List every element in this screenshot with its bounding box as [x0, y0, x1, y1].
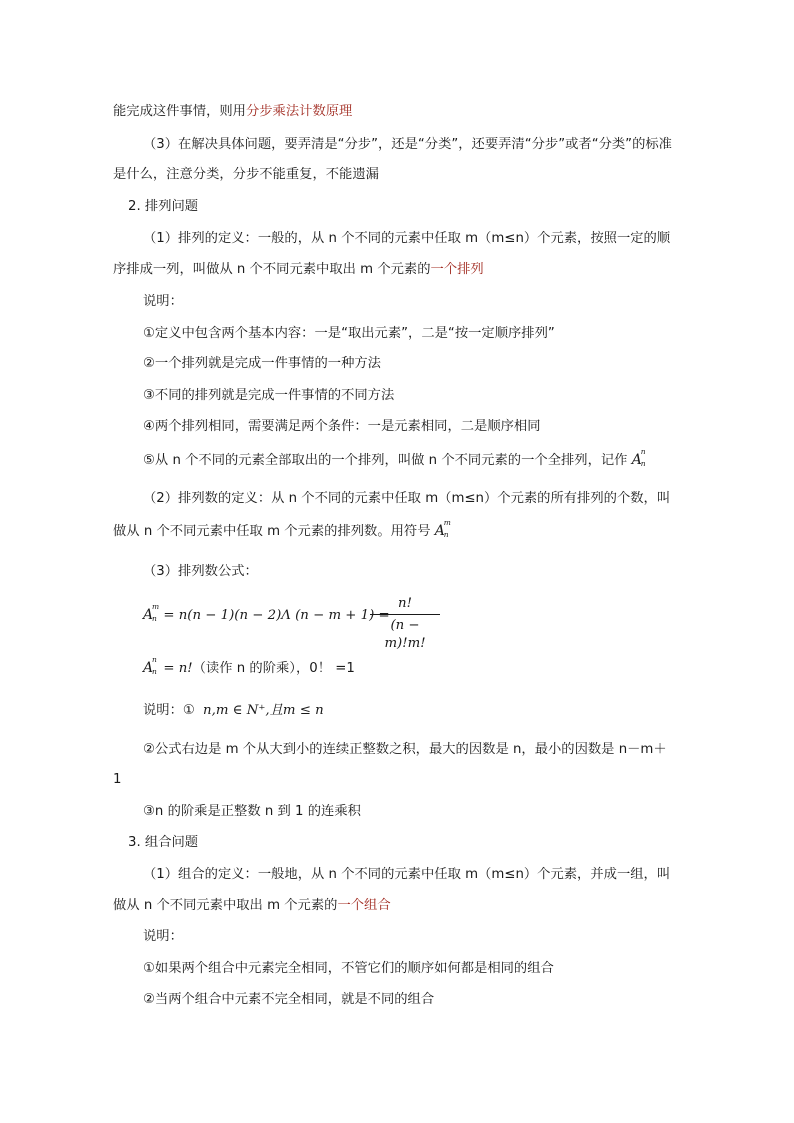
full-permutation-formula [143, 655, 355, 678]
emphasis-term: 分步乘法计数原理 [245, 104, 353, 119]
condition-expression: n,m ∈ N⁺,且m ≤ n [203, 703, 324, 718]
permutation-formula [143, 602, 390, 625]
text-line: （3）排列数公式： [143, 564, 258, 579]
text-line: ②当两个组合中元素不完全相同，就是不同的组合 [143, 992, 435, 1007]
permutation-symbol: A n n [631, 447, 646, 468]
text-line: （1）排列的定义：一般的，从 n 个不同的元素中任取 m（m≤n）个元素，按照一定的顺 [143, 231, 671, 246]
text-span: 能完成这件事情，则用 [113, 104, 246, 119]
text-line: ③n 的阶乘是正整数 n 到 1 的连乘积 [143, 804, 361, 819]
text-line [113, 103, 352, 121]
text-line [113, 261, 484, 279]
text-line: （1）组合的定义：一般地，从 n 个不同的元素中任取 m（m≤n）个元素，并成一组，叫 [143, 867, 671, 882]
text-line: 是什么，注意分类，分步不能重复，不能遗漏 [113, 167, 379, 182]
text-line: （2）排列数的定义：从 n 个不同的元素中任取 m（m≤n）个元素的所有排列的个数，叫 [143, 491, 671, 506]
text-line: （3）在解决具体问题，要弄清是“分步”，还是“分类”，还要弄清“分步”或者“分类”的标准 [143, 137, 672, 152]
section-heading: 3. 组合问题 [128, 835, 199, 850]
text-line [143, 702, 324, 720]
text-line [113, 518, 451, 541]
text-line: ③不同的排列就是完成一件事情的不同方法 [143, 388, 395, 403]
emphasis-term: 一个组合 [337, 898, 391, 913]
text-span: 做从 n 个不同元素中取出 m 个元素的 [113, 898, 338, 913]
text-line: 1 [113, 772, 122, 787]
permutation-symbol: A n n [143, 655, 157, 676]
permutation-symbol: A m n [434, 518, 451, 539]
text-span: 做从 n 个不同元素中任取 m 个元素的排列数。用符号 [113, 524, 431, 539]
text-span: （读作 n 的阶乘），0！ =1 [192, 661, 355, 676]
section-heading: 2. 排列问题 [128, 199, 199, 214]
text-line: ②一个排列就是完成一件事情的一种方法 [143, 356, 381, 371]
text-span: 序排成一列，叫做从 n 个不同元素中取出 m 个元素的 [113, 262, 431, 277]
fraction-denominator: (n − m)!m! [384, 618, 426, 651]
factorial-fraction [370, 595, 440, 651]
permutation-symbol: A m n [143, 602, 160, 623]
formula-rhs: = n(n − 1)(n − 2)Λ (n − m + 1) = [163, 608, 390, 623]
text-line: ①如果两个组合中元素完全相同，不管它们的顺序如何都是相同的组合 [143, 961, 554, 976]
text-line [113, 897, 391, 915]
fraction-numerator: n! [398, 596, 412, 611]
emphasis-term: 一个排列 [430, 262, 484, 277]
text-line: 说明： [143, 929, 183, 944]
text-line: ②公式右边是 m 个从大到小的连续正整数之积，最大的因数是 n，最小的因数是 n－m＋ [143, 742, 667, 757]
fraction-bar [370, 614, 440, 615]
text-line [143, 447, 648, 470]
text-line: ①定义中包含两个基本内容：一是“取出元素”，二是“按一定顺序排列” [143, 326, 555, 341]
text-line: ④两个排列相同，需要满足两个条件：一是元素相同，二是顺序相同 [143, 419, 541, 434]
text-span: 说明：① [143, 703, 195, 718]
text-span: ⑤从 n 个不同的元素全部取出的一个排列，叫做 n 个不同元素的一个全排列，记作 [143, 453, 628, 468]
text-line: 说明： [143, 294, 183, 309]
formula-rhs: = n! [163, 661, 193, 676]
